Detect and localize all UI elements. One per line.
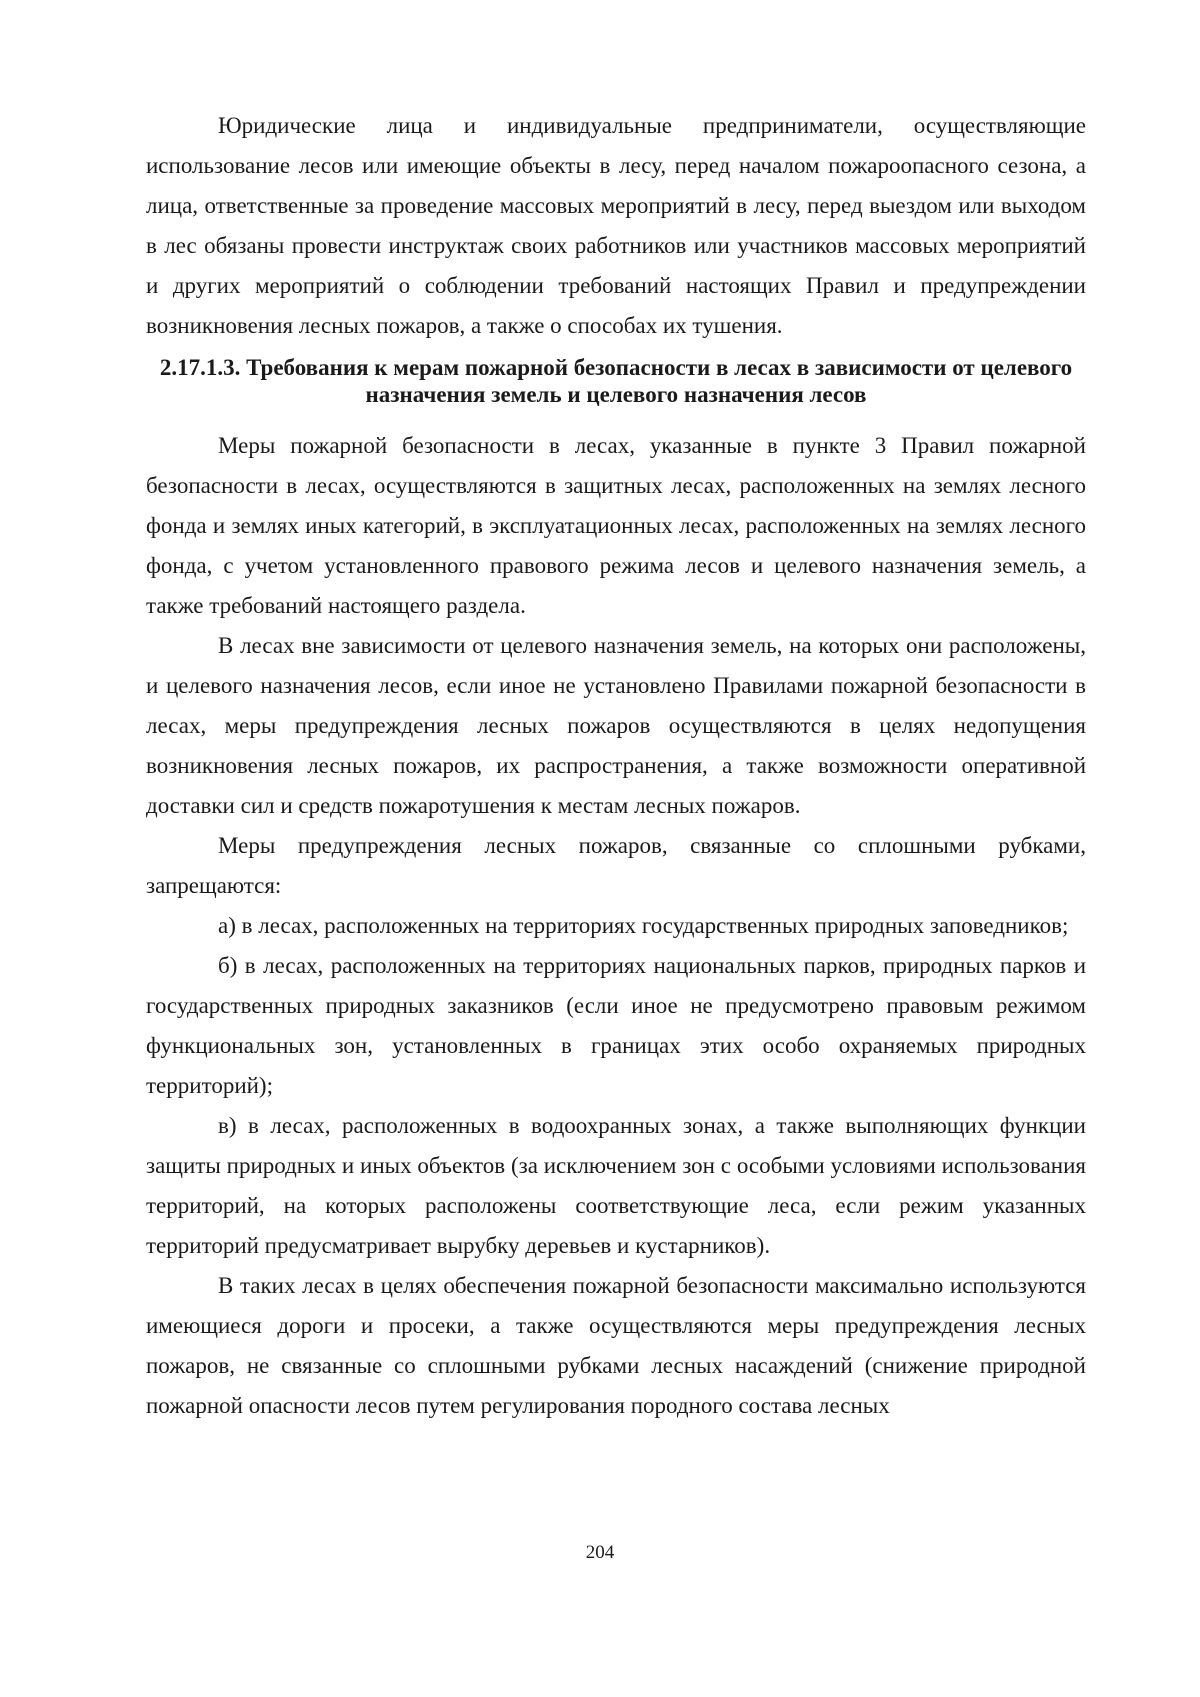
list-item-v: в) в лесах, расположенных в водоохранных зонах, а также выполняющих функции защиты природных и иных объектов (за исключением зон с особыми условиями использования территорий, на которых расположены соответствующие леса, если режим указанных территорий предусматривает вырубку деревьев и кустарников). — [146, 1113, 1086, 1258]
paragraph-clearcut-prohibition: Меры предупреждения лесных пожаров, связанные со сплошными рубками, запрещаются: — [146, 833, 1086, 898]
page-number: 204 — [585, 1542, 615, 1563]
paragraph-prevention-goals: В лесах вне зависимости от целевого назначения земель, на которых они расположены, и целевого назначения лесов, если иное не установлено Правилами пожарной безопасности в лесах, меры предупреждения лесных пожаров осуществляются в целях недопущения возникновения лесных пожаров, их распространения, а также возможности оперативной доставки сил и средств пожаротушения к местам лесных пожаров. — [146, 633, 1086, 818]
section-heading: 2.17.1.3. Требования к мерам пожарной безопасности в лесах в зависимости от целевого назначения земель и целевого назначения лесов — [159, 355, 1073, 407]
paragraph-instruction-requirement: Юридические лица и индивидуальные предприниматели, осуществляющие использование лесов или имеющие объекты в лесу, перед началом пожароопасного сезона, а лица, ответственные за проведение массовых мероприятий в лесу, перед выездом или выходом в лес обязаны провести инструктаж своих работников или участников массовых мероприятий и других мероприятий о соблюдении требований настоящих Правил и предупреждении возникновения лесных пожаров, а также о способах их тушения. — [146, 113, 1086, 338]
list-item-b: б) в лесах, расположенных на территориях национальных парков, природных парков и государственных природных заказников (если иное не предусмотрено правовым режимом функциональных зон, установленных в границах этих особо охраняемых природных территорий); — [146, 953, 1086, 1098]
list-item-a: а) в лесах, расположенных на территориях государственных природных заповедников; — [218, 913, 1069, 938]
paragraph-roads-and-clearings: В таких лесах в целях обеспечения пожарной безопасности максимально используются имеющиеся дороги и просеки, а также осуществляются меры предупреждения лесных пожаров, не связанные со сплошными рубками лесных насаждений (снижение природной пожарной опасности лесов путем регулирования породного состава лесных — [146, 1273, 1086, 1418]
document-page — [146, 106, 1086, 1426]
paragraph-fire-safety-measures: Меры пожарной безопасности в лесах, указанные в пункте 3 Правил пожарной безопасности в лесах, осуществляются в защитных лесах, расположенных на землях лесного фонда и землях иных категорий, в эксплуатационных лесах, расположенных на землях лесного фонда, с учетом установленного правового режима лесов и целевого назначения земель, а также требований настоящего раздела. — [146, 433, 1086, 618]
